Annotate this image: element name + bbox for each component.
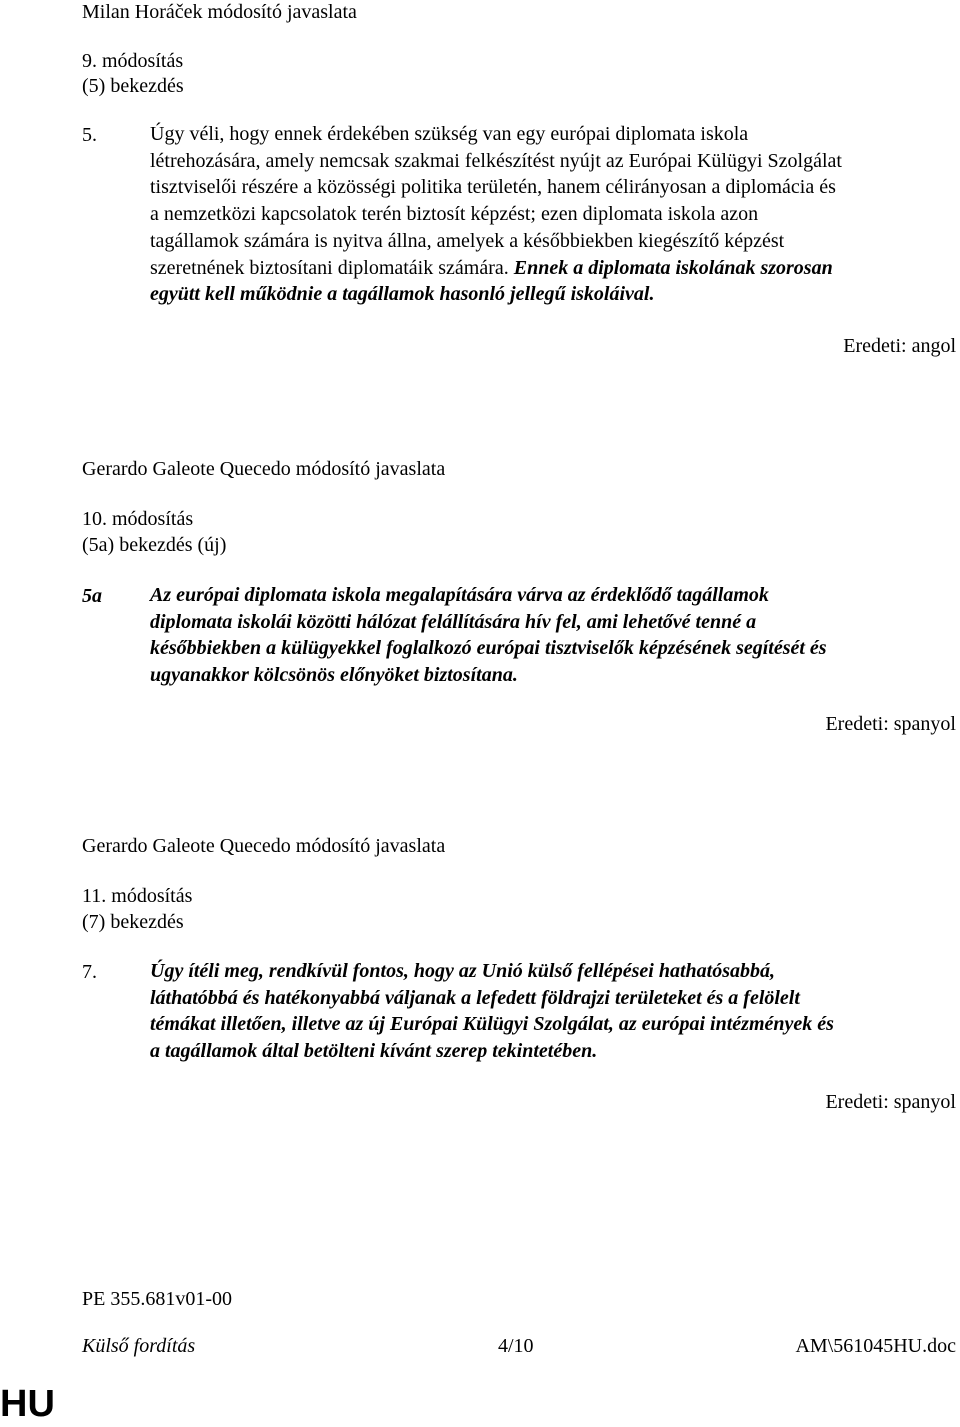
translation-note: Külső fordítás — [82, 1335, 196, 1357]
amendment-author: Gerardo Galeote Quecedo módosító javaslata — [82, 835, 446, 857]
text-normal: szeretnének biztosítani diplomatáik számára. — [150, 256, 509, 279]
amendment-text — [150, 958, 834, 1065]
language-code: HU — [0, 1383, 55, 1425]
document-reference: AM\561045HU.doc — [795, 1335, 956, 1357]
text-line — [150, 255, 842, 282]
text-line: Úgy véli, hogy ennek érdekében szükség van egy európai diplomata iskola — [150, 123, 749, 145]
amendment-reference: (5) bekezdés — [82, 75, 184, 97]
text-amended: együtt kell működnie a tagállamok hasonló jellegű iskoláival. — [150, 283, 655, 306]
text-line: későbbiekben a külügyekkel foglalkozó európai tisztviselők képzésének segítését és — [150, 637, 827, 660]
amendment-reference: (5a) bekezdés (új) — [82, 534, 227, 556]
paragraph-label: 5. — [82, 124, 97, 146]
amendment-reference: (7) bekezdés — [82, 911, 184, 933]
amendment-text — [150, 582, 827, 689]
text-line: Az európai diplomata iskola megalapítására várva az érdeklődő tagállamok — [150, 584, 769, 606]
text-line: ugyanakkor kölcsönös előnyöket biztosítana. — [150, 664, 518, 687]
original-language: Eredeti: spanyol — [825, 713, 956, 735]
amendment-number: 9. módosítás — [82, 50, 184, 72]
text-line: a nemzetközi kapcsolatok terén biztosít képzést; ezen diplomata iskola azon — [150, 203, 759, 226]
amendment-author: Milan Horáček módosító javaslata — [82, 1, 357, 23]
text-line: láthatóbbá és hatékonyabbá váljanak a lefedett földrajzi területeket és a felölelt — [150, 986, 800, 1009]
original-language: Eredeti: spanyol — [825, 1091, 956, 1113]
paragraph-label: 7. — [82, 961, 97, 983]
text-line: témákat illetően, illetve az új Európai Külügyi Szolgálat, az európai intézmények és — [150, 1013, 834, 1036]
text-line: Úgy ítéli meg, rendkívül fontos, hogy az Unió külső fellépései hathatósabbá, — [150, 960, 776, 982]
text-line: diplomata iskolái közötti hálózat felállítására hív fel, ami lehetővé tenné a — [150, 610, 757, 633]
pe-reference: PE 355.681v01-00 — [82, 1288, 232, 1310]
text-line: létrehozására, amely nemcsak szakmai felkészítést nyújt az Európai Külügyi Szolgálat — [150, 149, 842, 172]
amendment-text — [150, 121, 842, 308]
amendment-number: 10. módosítás — [82, 508, 194, 530]
amendment-number: 11. módosítás — [82, 885, 193, 907]
paragraph-label: 5a — [82, 585, 102, 607]
amendment-author: Gerardo Galeote Quecedo módosító javaslata — [82, 458, 446, 480]
text-line: tagállamok számára is nyitva állna, amelyek a későbbiekben kiegészítő képzést — [150, 229, 785, 252]
text-line: tisztviselői részére a közösségi politika területén, hanem célirányosan a diplomácia és — [150, 176, 836, 199]
page-number: 4/10 — [498, 1335, 534, 1357]
original-language: Eredeti: angol — [843, 335, 956, 357]
text-amended: Ennek a diplomata iskolának szorosan — [513, 256, 833, 279]
text-line: a tagállamok által betölteni kívánt szerep tekintetében. — [150, 1040, 598, 1063]
